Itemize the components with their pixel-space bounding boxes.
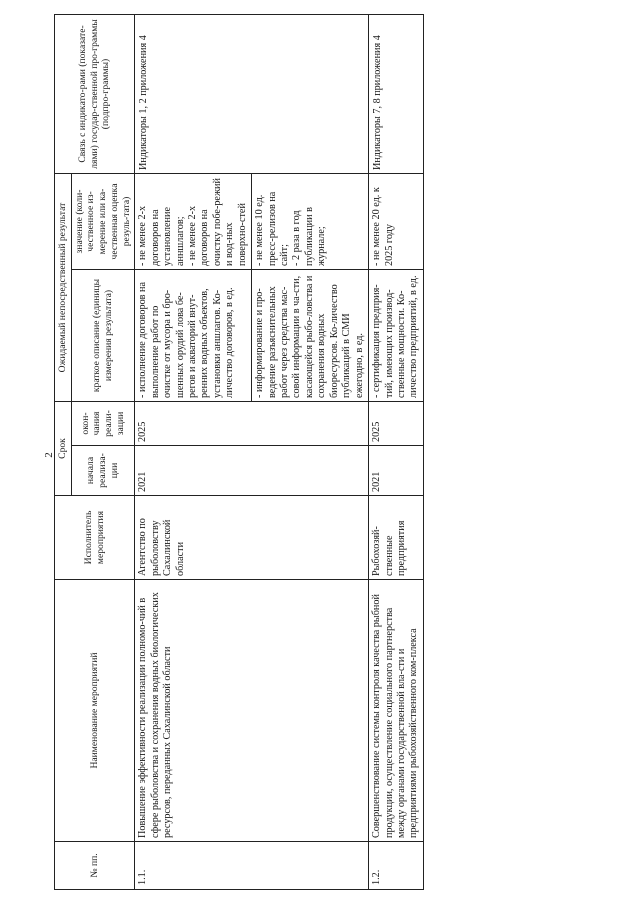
row-brief: - исполнение договоров на выполнение работ по очистке от мусора и бро-шенных орудий лова бе-регов и акваторий внут-ренних водных объектов, установки аншлагов. Ко-личество договоров, в ед. [135,270,252,402]
row-start: 2021 [369,446,424,496]
row-link: Индикаторы 1, 2 приложения 4 [135,15,369,174]
row-value: - не менее 20 ед. к 2025 году [369,174,424,270]
row-number: 1.2. [369,842,424,890]
header-no: № пп. [55,842,135,890]
row-name: Повышение эффективности реализации полномо-чий в сфере рыболовства и сохранения водных биологических ресурсов, переданных Сахалинской области [135,580,369,842]
table-row [135,15,252,890]
header-executor: Исполнитель мероприятия [55,496,135,580]
header-term: Срок [55,402,72,496]
header-brief: краткое описание (единицы измерения результата) [71,270,135,402]
header-name: Наименование мероприятий [55,580,135,842]
header-row-1 [55,15,72,890]
row-name: Совершенствование системы контроля качества рыбной продукции, осуществление социального партнерства между органами государственной вла-сти и предприятиями рыбохозяйственного ком-плекса [369,580,424,842]
row-link: Индикаторы 7, 8 приложения 4 [369,15,424,174]
rotated-table-wrapper [54,15,634,890]
table-row [369,15,424,890]
header-term-end: окон-чания реали-зации [71,402,135,446]
row-executor: Агентство по рыболовству Сахалинской области [135,496,369,580]
measures-table [54,14,424,890]
row-end: 2025 [135,402,369,446]
row-start: 2021 [135,446,369,496]
row-executor: Рыбохозяй-ственные предприятия [369,496,424,580]
row-end: 2025 [369,402,424,446]
header-link: Связь с индикато-рами (показате-лями) государ-ственной про-граммы (подпро-граммы) [55,15,135,174]
page-number: 2 [42,452,55,458]
row-value: - не менее 2-х договоров на установление анншлагов; - не менее 2-х договоров на очистку побе-режий и вод-ных поверхно-стей [135,174,252,270]
header-expected: Ожидаемый непосредственный результат [55,174,72,402]
row-brief: - сертификация предприя-тий, имеющих производ-ственные мощности. Ко-личество предприятий, в ед. [369,270,424,402]
row-value: - не менее 10 ед. пресс-релизов на сайт; - 2 раза в год публикации в журнале; [252,174,369,270]
header-term-start: начала реализа-ции [71,446,135,496]
header-value: значение (коли-чественное из-мерение или ка-чественная оценка резуль-тата) [71,174,135,270]
row-brief: - информирование и про-ведение разъяснительных работ через средства мас-совой информации в ча-сти, касающейся рыбо-ловства и сохранения водных биоресурсов. Ко-личество публикаций в СМИ ежегодно, в ед. [252,270,369,402]
row-number: 1.1. [135,842,369,890]
